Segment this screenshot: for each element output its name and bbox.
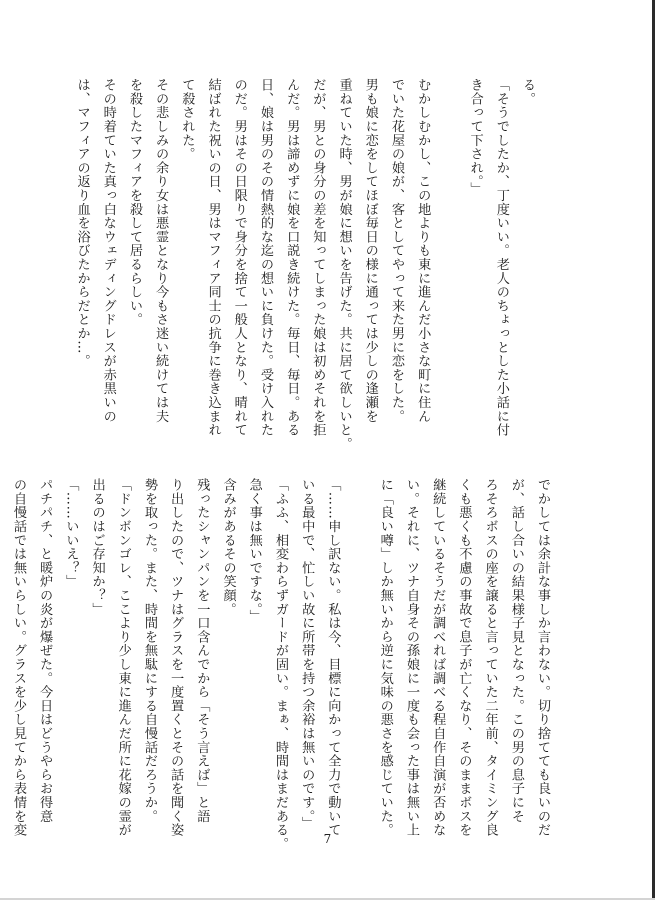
text-line: 日、娘は男のその情熱的な迄の想いに負けた。受け入れた xyxy=(257,78,273,437)
text-line: 出るのはご存知か？」 xyxy=(89,478,105,616)
text-line: いる最中で、忙しい故に所帯を持つ余裕は無いのです。」 xyxy=(299,478,315,831)
upper-text-column xyxy=(68,78,540,451)
text-line: だが、男との身分の差を知ってしまった娘は初めそれを拒 xyxy=(310,78,326,437)
text-line: 急く事は無いですな。」 xyxy=(246,478,262,624)
text-line: 残ったシャンパンを一口含んでから「そう言えば」と語 xyxy=(194,478,210,823)
text-line: んだ。男は諦めずに娘を口説き続けた。毎日、毎日。ある xyxy=(284,78,300,437)
text-line: が、話し合いの結果様子見となった。この男の息子にそ xyxy=(508,478,524,823)
text-line: は、マフィアの返り血を浴びたからだとか…。 xyxy=(74,78,90,368)
text-line: の自慢話では無いらしい。グラスを少し見てから表情を変 xyxy=(10,478,26,837)
text-line: 「そうでしたか、丁度いい。老人のちょっとした小話に付 xyxy=(493,78,509,437)
lower-text-column xyxy=(5,478,555,851)
text-line: て殺された。 xyxy=(179,78,195,161)
text-line: 重ねていた時、男が娘に想いを告げた。共に居て欲しいと。 xyxy=(336,78,352,451)
text-line: 「……いいえ？」 xyxy=(63,478,79,589)
text-line: 含みがあるその笑顔。 xyxy=(220,478,236,616)
text-line: のだ。男はその日限りで身分を捨て一般人となり、晴れて xyxy=(231,78,247,437)
text-line: 勢を取った。また、時間を無駄にする自慢話だろうか。 xyxy=(141,478,157,823)
text-line: き合って下され。」 xyxy=(467,78,483,196)
text-line: 「……申し訳ない。私は今、目標に向かって全力で動いて xyxy=(325,478,341,837)
text-line: むかしむかし、この地よりも東に進んだ小さな町に住ん xyxy=(415,78,431,423)
text-line: に「良い噂」しか無いから逆に気味の悪さを感じていた。 xyxy=(377,478,393,837)
text-line: る。 xyxy=(520,78,535,106)
text-line: い。それに、ツナ自身その孫娘に一度も会った事は無い上 xyxy=(403,478,419,837)
text-line: ろそろボスの座を譲ると言っていた二年前、タイミング良 xyxy=(482,478,498,837)
text-line: でかしては余計な事しか言わない。切り捨てても良いのだ xyxy=(535,478,550,837)
page-number: 7 xyxy=(323,832,332,846)
text-line: 結ばれた祝いの日、男はマフィア同士の抗争に巻き込まれ xyxy=(205,78,221,437)
text-line: その時着ていた真っ白なウェディングドレスが赤黒いの xyxy=(100,78,116,423)
text-line: り出したので、ツナはグラスを一度置くとその話を聞く姿 xyxy=(168,478,184,837)
text-line: でいた花屋の娘が、客としてやって来た男に恋をした。 xyxy=(388,78,404,423)
text-line: その悲しみの余り女は悪霊となり今もさ迷い続けては夫 xyxy=(153,78,169,423)
text-line: パチパチ、と暖炉の炎が爆ぜた。今日はどうやらお得意 xyxy=(37,478,53,823)
text-line: 継続しているそうだが調べれば調べる程自作自演が否めな xyxy=(430,478,446,837)
text-line: 「ふふ、相変わらずガードが固い。まぁ、時間はまだある。 xyxy=(272,478,288,851)
text-line: 「ドンボンゴレ、ここより少し東に進んだ所に花嫁の霊が xyxy=(115,478,131,837)
text-line: くも悪くも不慮の事故で息子が亡くなり、そのままボスを xyxy=(456,478,472,837)
text-line: を殺したマフィアを殺して居るらしい。 xyxy=(126,78,142,327)
text-line: 男も娘に恋をしてほぼ毎日の様に通っては少しの逢瀬を xyxy=(362,78,378,423)
